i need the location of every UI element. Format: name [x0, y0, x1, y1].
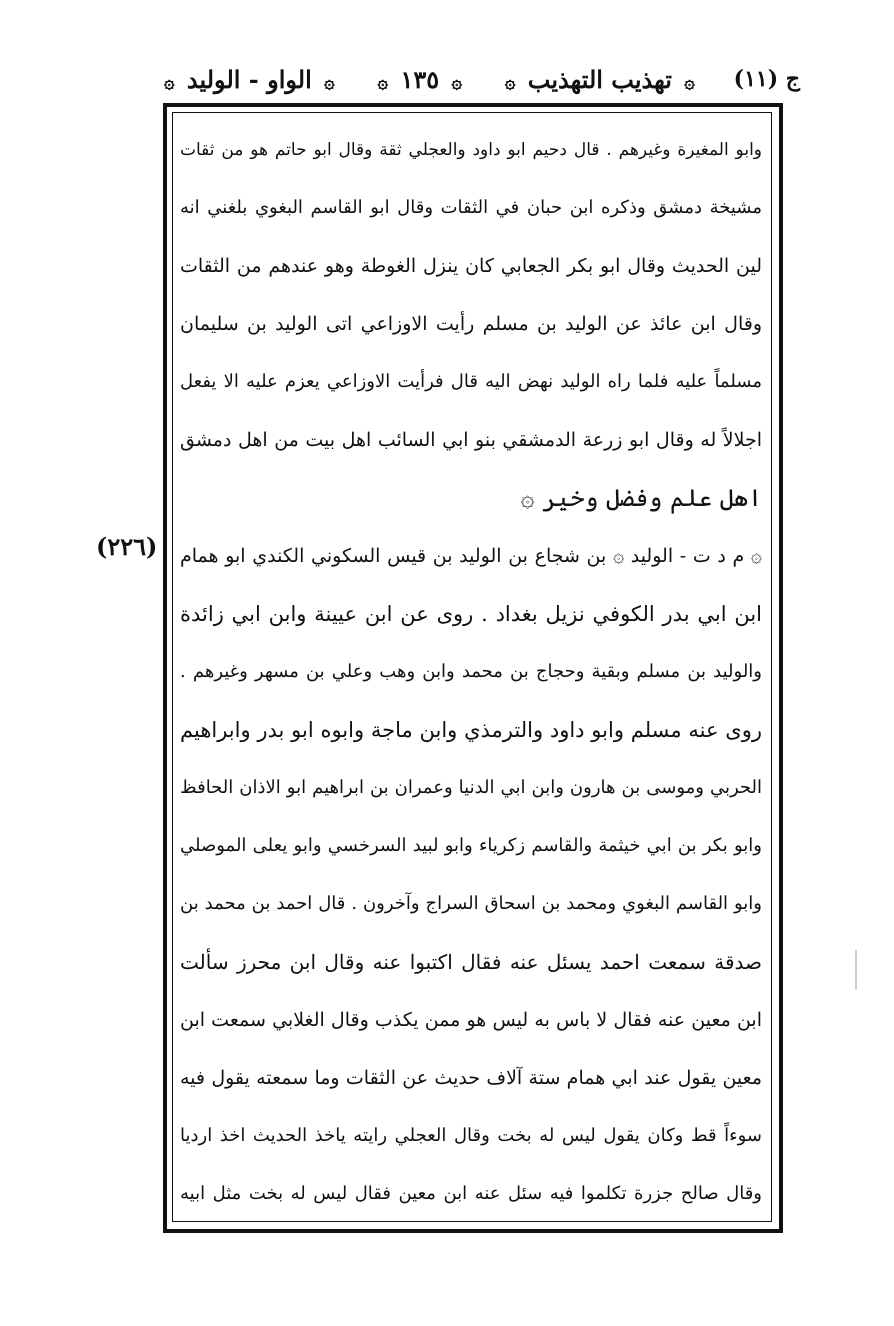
section-group — [160, 65, 339, 94]
text-line: وقال ابن عائذ عن الوليد بن مسلم رأيت الاوزاعي اتى الوليد بن سليمان — [180, 313, 762, 335]
volume-number: ج (١١) — [733, 66, 800, 92]
text-line: سوءاً قط وكان يقول ليس له بخت وقال العجلي رايته ياخذ الحديث اخذ ارديا — [180, 1125, 762, 1146]
ornament-icon: ۞ — [504, 71, 516, 93]
text-line: صدقة سمعت احمد يسئل عنه فقال اكتبوا عنه وقال ابن محرز سألت — [180, 950, 762, 974]
text-line: لين الحديث وقال ابو بكر الجعابي كان ينزل الغوطة وهو عندهم من الثقات — [180, 255, 762, 277]
ornament-icon: ۞ — [377, 71, 389, 93]
text-line: وقال صالح جزرة تكلموا فيه سئل عنه ابن معين فقال ليس له بخت مثل ابيه — [180, 1183, 762, 1204]
ornament-icon: ۞ — [164, 71, 175, 93]
text-line: الحربي وموسى بن هارون وابن ابي الدنيا وعمران بن ابراهيم ابو الاذان الحافظ — [180, 777, 762, 798]
text-body — [180, 120, 762, 1220]
text-line: اجلالاً له وقال ابو زرعة الدمشقي بنو ابي السائب اهل بيت من اهل دمشق — [180, 429, 762, 451]
page-number: ١٣٥ — [400, 64, 440, 94]
entry-heading-line: ۞ م د ت - الوليد ۞ بن شجاع بن الوليد بن قيس السكوني الكندي ابو همام — [180, 545, 762, 567]
ornament-icon: ۞ — [451, 71, 463, 93]
ornament-icon: ۞ — [324, 71, 335, 93]
text-line: روى عنه مسلم وابو داود والترمذي وابن ماجة وابوه ابو بدر وابراهيم — [180, 718, 762, 742]
text-line: ابن ابي بدر الكوفي نزيل بغداد . روى عن ابن عيينة وابن ابي زائدة — [180, 602, 762, 626]
text-line: ابن معين عنه فقال لا باس به ليس هو ممن يكذب وقال الغلابي سمعت ابن — [180, 1009, 762, 1031]
text-line: مسلماً عليه فلما راه الوليد نهض اليه قال فرأيت الاوزاعي يعزم عليه الا يفعل — [180, 371, 762, 392]
section-title: الواو - الوليد — [186, 64, 312, 94]
page-header — [160, 58, 800, 100]
text-line: مشيخة دمشق وذكره ابن حبان في الثقات وقال ابو القاسم البغوي بلغني انه — [180, 197, 762, 218]
text-line: والوليد بن مسلم وبقية وحجاج بن محمد وابن وهب وعلي بن مسهر وغيرهم . — [180, 661, 762, 682]
text-line: معين يقول عند ابي همام ستة آلاف حديث عن الثقات وما سمعته يقول فيه — [180, 1067, 762, 1089]
header-title-group — [501, 65, 699, 94]
text-line: اهل علم وفضل وخير ۞ — [520, 484, 762, 512]
book-title: تهذيب التهذيب — [527, 64, 672, 94]
scan-artifact — [855, 950, 857, 990]
entry-number: (٢٢٦) — [96, 532, 158, 561]
ornament-icon: ۞ — [684, 71, 695, 93]
page-number-group — [374, 65, 466, 94]
text-line: وابو القاسم البغوي ومحمد بن اسحاق السراج وآخرون . قال احمد بن محمد بن — [180, 893, 762, 914]
text-line: وابو المغيرة وغيرهم . قال دحيم ابو داود والعجلي ثقة وقال ابو حاتم هو من ثقات — [180, 140, 762, 160]
text-line: وابو بكر بن ابي خيثمة والقاسم زكرياء وابو لبيد السرخسي وابو يعلى الموصلي — [180, 835, 762, 856]
